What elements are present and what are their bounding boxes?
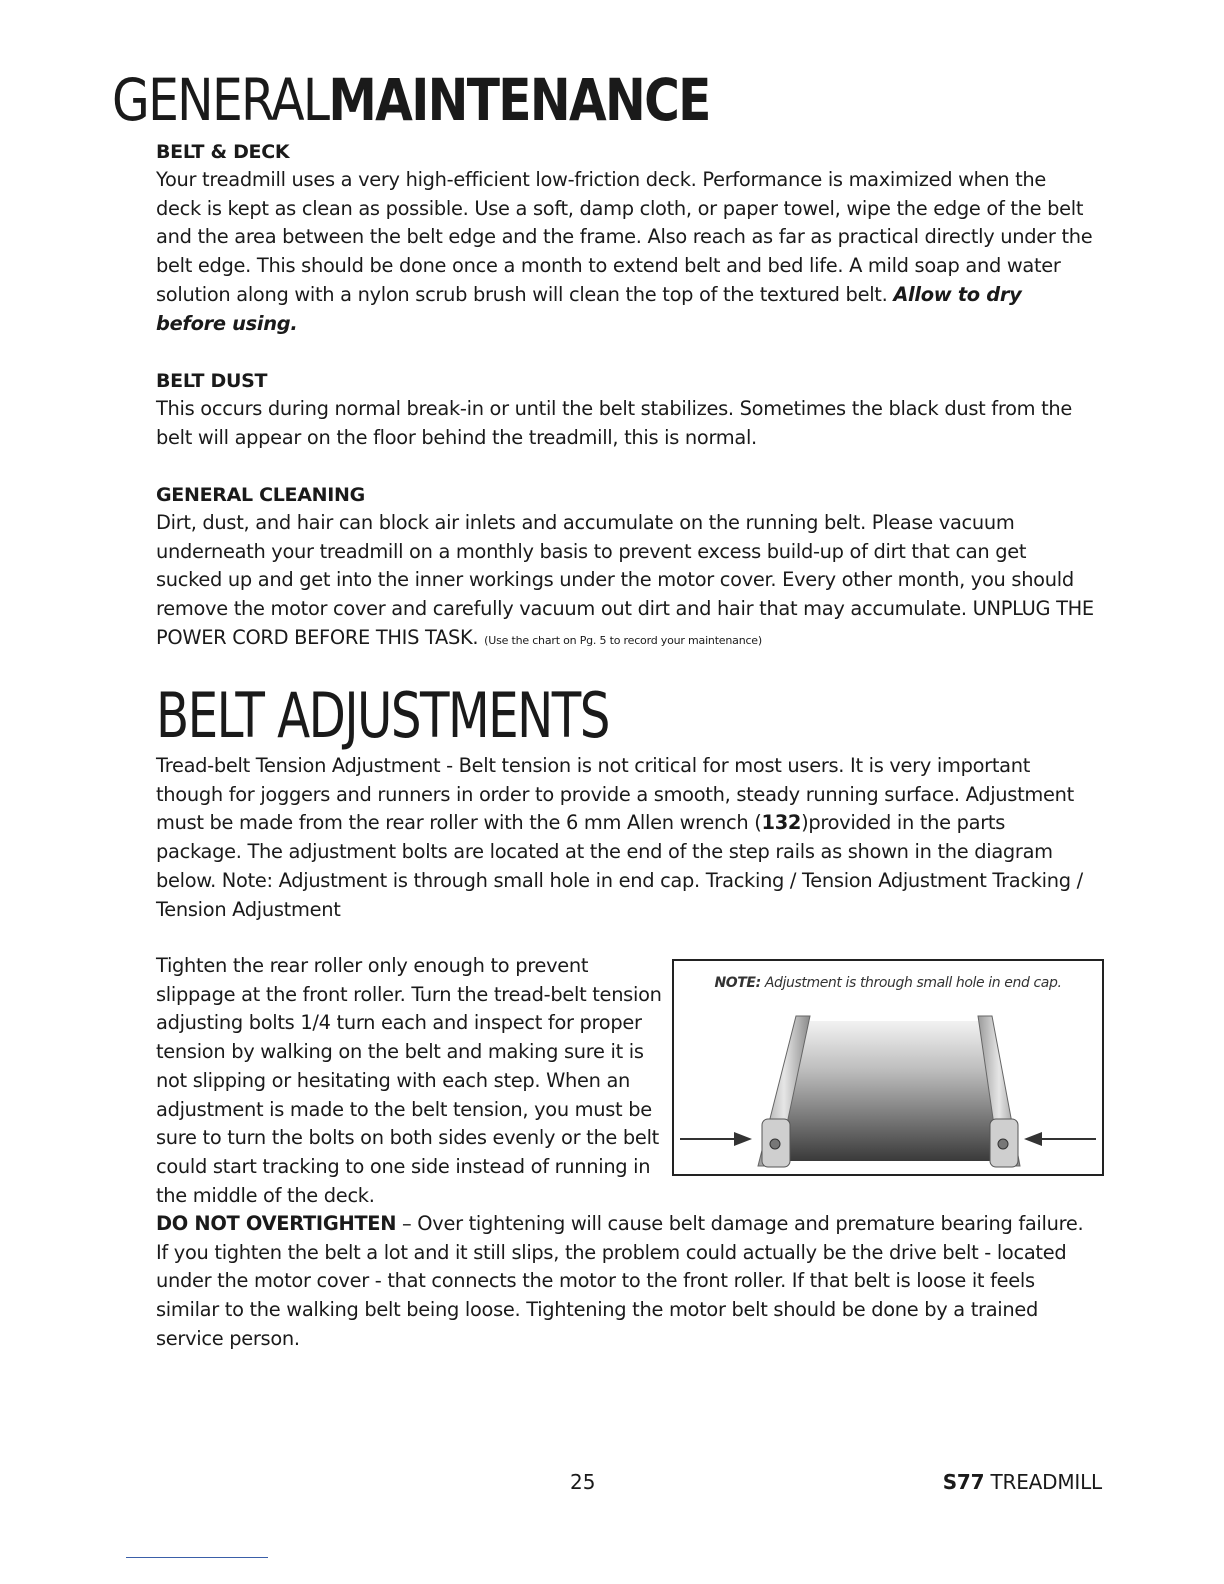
tighten-instructions: Tighten the rear roller only enough to prevent slippage at the front roller. Turn the tread-belt tension adjusting bolts 1/4 turn each and inspect for proper tension by walking on the belt and making sure it is not slipping or hesitating with each step. When an adjustment is made to the belt tension, you must be sure to turn the bolts on both sides evenly or the belt could start tracking to one side instead of running in the middle of the deck. (156, 954, 662, 1207)
general-cleaning-paragraph: Dirt, dust, and hair can block air inlets and accumulate on the running belt. Please vacuum underneath your treadmill on a monthly basis to prevent excess build-up of dirt that can get sucked up and get into the inner workings under the motor cover. Every other month, you should remove the motor cover and carefully vacuum out dirt and hair that may accumulate. UNPLUG THE POWER CORD BEFORE THIS TASK. (Use the chart on Pg. 5 to record your maintenance) (156, 511, 1094, 649)
divider (126, 1557, 268, 1558)
end-cap-diagram (672, 959, 1104, 1176)
belt-deck-emphasis: Allow to dry before using. (156, 282, 1022, 335)
general-maintenance-body (156, 138, 1096, 338)
belt-deck-heading: BELT & DECK (156, 141, 290, 163)
figure-note: NOTE: Adjustment is through small hole in end cap. (714, 975, 1062, 991)
allen-wrench-part-number: 132 (761, 811, 802, 835)
treadmill-rear-end-cap-diagram-icon (674, 961, 1102, 1174)
belt-adjustments-intro: Tread-belt Tension Adjustment - Belt tension is not critical for most users. It is very important though for joggers and runners in order to provide a smooth, steady running surface. Adjustment must be made from the rear roller with the 6 mm Allen wrench (132)provided in the parts package. The adjustment bolts are located at the end of the step rails as shown in the diagram below. Note: Adjustment is through small hole in end cap. Tracking / Tension Adjustment Tracking / Tension Adjustment (156, 754, 1083, 921)
general-cleaning-section (156, 481, 1096, 656)
warning-label: DO NOT OVERTIGHTEN (156, 1212, 397, 1235)
overtighten-warning: DO NOT OVERTIGHTEN – Over tightening will cause belt damage and premature bearing failure. If you tighten the belt a lot and it still slips, the problem could actually be the drive belt - located under the motor cover - that connects the motor to the front roller. If that belt is loose it feels similar to the walking belt being loose. Tightening the motor belt should be done by a trained service person. (156, 1212, 1084, 1350)
belt-dust-heading: BELT DUST (156, 370, 268, 392)
page-number: 25 (570, 1470, 596, 1494)
title-light: GENERAL (112, 66, 329, 134)
belt-dust-paragraph: This occurs during normal break-in or until the belt stabilizes. Sometimes the black dust from the belt will appear on the floor behind the treadmill, this is normal. (156, 397, 1073, 449)
page-title-belt-adjustments: BELT ADJUSTMENTS (156, 679, 609, 752)
belt-dust-section (156, 367, 1096, 452)
general-cleaning-heading: GENERAL CLEANING (156, 484, 365, 506)
model-name: S77 TREADMILL (942, 1470, 1102, 1494)
title-bold: MAINTENANCE (328, 66, 710, 134)
belt-deck-paragraph: Your treadmill uses a very high-efficient low-friction deck. Performance is maximized when the deck is kept as clean as possible. Use a soft, damp cloth, or paper towel, wipe the edge of the belt and the area between the belt edge and the frame. Also reach as far as practical directly under the belt edge. This should be done once a month to extend belt and bed life. A mild soap and water solution along with a nylon scrub brush will clean the top of the textured belt. Allow to dry before using. (156, 168, 1093, 335)
page-title-general-maintenance (112, 66, 710, 134)
maintenance-chart-note: (Use the chart on Pg. 5 to record your maintenance) (484, 633, 762, 647)
